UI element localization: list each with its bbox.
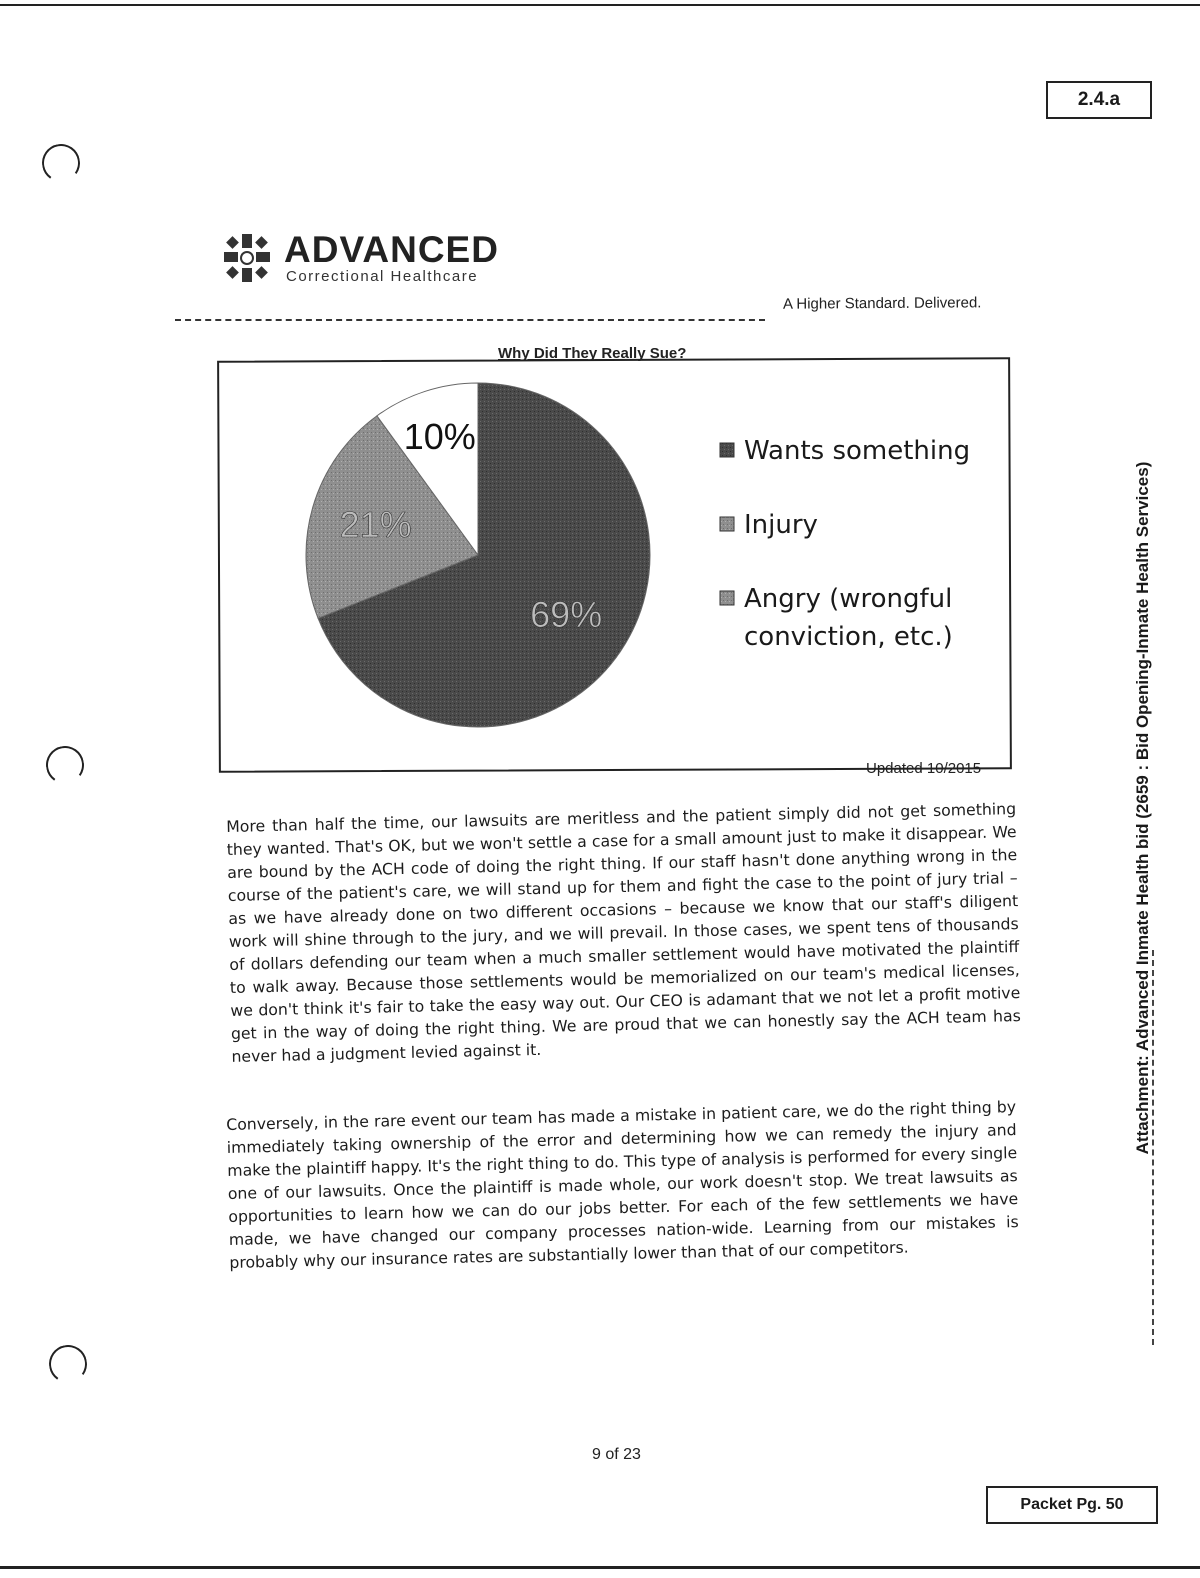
logo-subtitle: Correctional Healthcare	[286, 267, 479, 285]
punch-hole-bottom	[46, 1342, 90, 1386]
legend-item-injury	[720, 510, 818, 540]
company-logo	[218, 228, 499, 288]
page-number: 9 of 23	[592, 1446, 641, 1463]
legend-swatch	[720, 517, 734, 531]
slice-label-wants-something: 69%	[530, 593, 603, 635]
star-of-life-icon	[218, 228, 276, 288]
header-dashed-rule	[175, 319, 765, 321]
punch-hole-middle	[43, 743, 87, 787]
legend-label: Wants something	[744, 436, 971, 466]
chart-updated-note: Updated 10/2015	[866, 760, 982, 777]
legend-item-wants-something	[720, 436, 970, 466]
legend-label: Injury	[744, 510, 818, 540]
attachment-side-label: Attachment: Advanced Inmate Health bid (2659 : Bid Opening-Inmate Health Services)	[1133, 461, 1152, 1155]
slice-label-injury: 21%	[339, 504, 412, 546]
slice-label-angry: 10%	[403, 416, 476, 458]
side-dashed-line	[1152, 950, 1156, 1345]
legend-swatch	[720, 443, 734, 457]
legend-label: conviction, etc.)	[744, 622, 953, 652]
pie-chart	[218, 359, 1007, 767]
legend-item-angry	[720, 584, 953, 652]
chart-title: Why Did They Really Sue?	[498, 345, 687, 362]
tagline: A Higher Standard. Delivered.	[782, 294, 982, 313]
agenda-tag: 2.4.a	[1046, 81, 1152, 119]
packet-page-label: Packet Pg. 50	[986, 1486, 1158, 1524]
body-paragraph-2: Conversely, in the rare event our team has made a mistake in patient care, we do the right thing by immediately taking ownership of the error and determining how we can remedy the injury and make the plaintiff happy. It's the right thing to do. This type of analysis is performed for every single one of our lawsuits. Once the plaintiff is made whole, our work doesn't stop. We treat lawsuits as opportunities to learn how we can do our jobs better. For each of the few settlements we have made, we have changed our company processes nation-wide. Learning from our mistakes is probably why our insurance rates are substantially lower than that of our competitors.	[226, 1097, 1019, 1272]
logo-name: ADVANCED	[284, 228, 499, 270]
legend-swatch	[720, 591, 734, 605]
bottom-border-line	[0, 1566, 1200, 1569]
punch-hole-top	[39, 141, 83, 185]
top-border-line	[0, 4, 1200, 6]
legend-label: Angry (wrongful	[744, 584, 953, 614]
body-paragraph-1: More than half the time, our lawsuits are meritless and the patient simply did not get something they wanted. That's OK, but we won't settle a case for a small amount just to make it disappear. We are bound by the ACH code of doing the right thing. If our staff hasn't done anything wrong in the course of the patient's care, we will stand up for them and fight the case to the point of jury trial – as we have already done on two different occasions – because we know that our staff's diligent work will shine through to the jury, and we will prevail. In those cases, we spent tens of thousands of dollars defending our team when a much smaller settlement would have motivated the plaintiff to walk away. Because those settlements would be memorialized on our team's medical licenses, we don't think it's fair to take the easy way out. Our CEO is adamant that we not let a profit motive get in the way of doing the right thing. We are proud that we can honestly say the ACH team has never had a judgment levied against it.	[226, 799, 1021, 1066]
